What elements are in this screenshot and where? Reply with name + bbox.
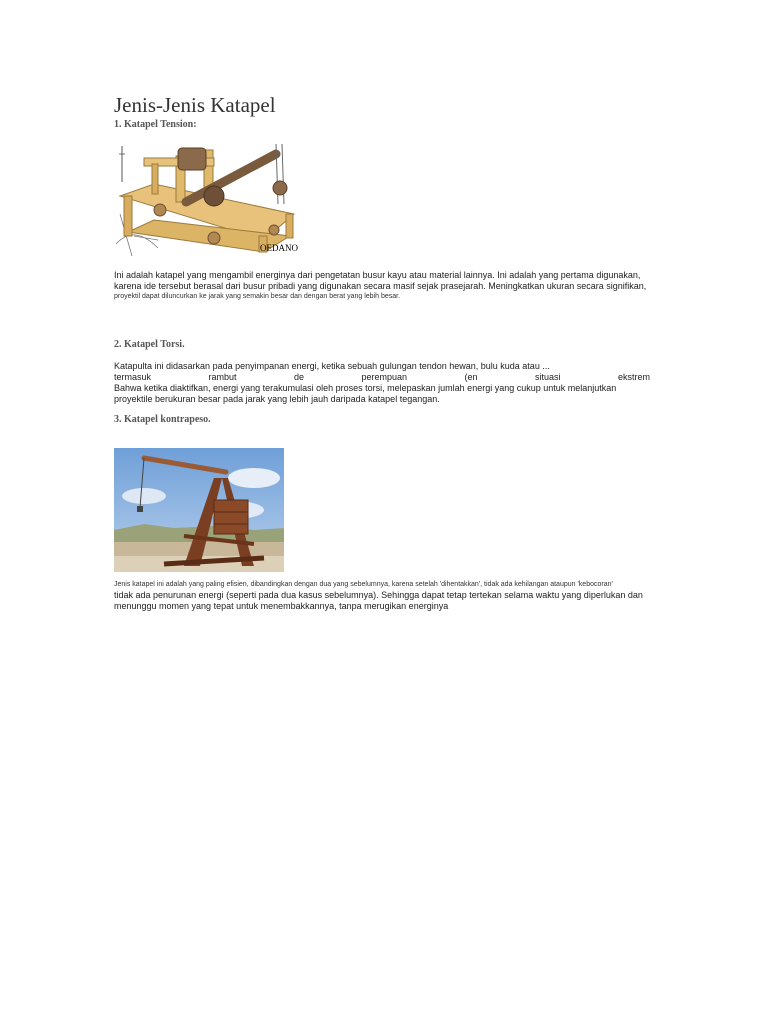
section-1-line-1: Ini adalah katapel yang mengambil energinya dari pengetatan busur kayu atau material lainnya. Ini adalah yang pertama digunakan, [114, 270, 641, 280]
section-3-small-line: Jenis katapel ini adalah yang paling efisien, dibandingkan dengan dua yang sebelumnya, karena setelah 'dihentakkan', tidak ada kehilangan ataupun 'kebocoran' [114, 581, 613, 588]
justified-word: ekstrem [617, 372, 650, 382]
section-2-line-1: Katapulta ini didasarkan pada penyimpanan energi, ketika sebuah gulungan tendon hewan, bulu kuda atau ... [114, 361, 550, 371]
section-1-small-line: proyektil dapat diluncurkan ke jarak yang semakin besar dan dengan berat yang lebih besar. [114, 293, 401, 300]
trebuchet-photo [114, 448, 284, 572]
section-3-line-1: tidak ada penurunan energi (seperti pada dua kasus sebelumnya). Sehingga dapat tetap tertekan selama waktu yang diperlukan dan [114, 590, 643, 600]
section-1-body [114, 270, 650, 302]
justified-word: (en [464, 372, 478, 382]
section-2-justified-line [114, 372, 650, 383]
section-1-heading: 1. Katapel Tension: [114, 119, 197, 130]
section-2-body [114, 361, 650, 405]
justified-word: rambut [208, 372, 237, 382]
section-3-heading: 3. Katapel kontrapeso. [114, 414, 211, 425]
section-2-line-4: proyektile berukuran besar pada jarak yang lebih jauh daripada katapel tegangan. [114, 394, 440, 404]
justified-word: perempuan [361, 372, 407, 382]
section-1-line-2: karena ide tersebut berasal dari busur pribadi yang digunakan secara masif sejak prasejarah. Meningkatkan ukuran secara signifikan, [114, 281, 647, 291]
justified-word: de [293, 372, 304, 382]
tension-catapult-image [114, 144, 304, 258]
section-2-line-3: Bahwa ketika diaktifkan, energi yang terakumulasi oleh proses torsi, melepaskan jumlah energi yang cukup untuk melanjutkan [114, 383, 617, 393]
justified-word: situasi [534, 372, 561, 382]
tension-catapult-figure [114, 144, 304, 258]
section-3-body [114, 580, 650, 612]
page-title: Jenis-Jenis Katapel [114, 93, 276, 117]
document-page [114, 92, 650, 612]
section-3-line-2: menunggu momen yang tepat untuk menembakkannya, tanpa merugikan energinya [114, 601, 449, 611]
counterweight-trebuchet-figure [114, 448, 284, 572]
figure-caption: OEDANO [260, 243, 298, 253]
justified-word: termasuk [114, 372, 152, 382]
section-2-heading: 2. Katapel Torsi. [114, 339, 185, 350]
